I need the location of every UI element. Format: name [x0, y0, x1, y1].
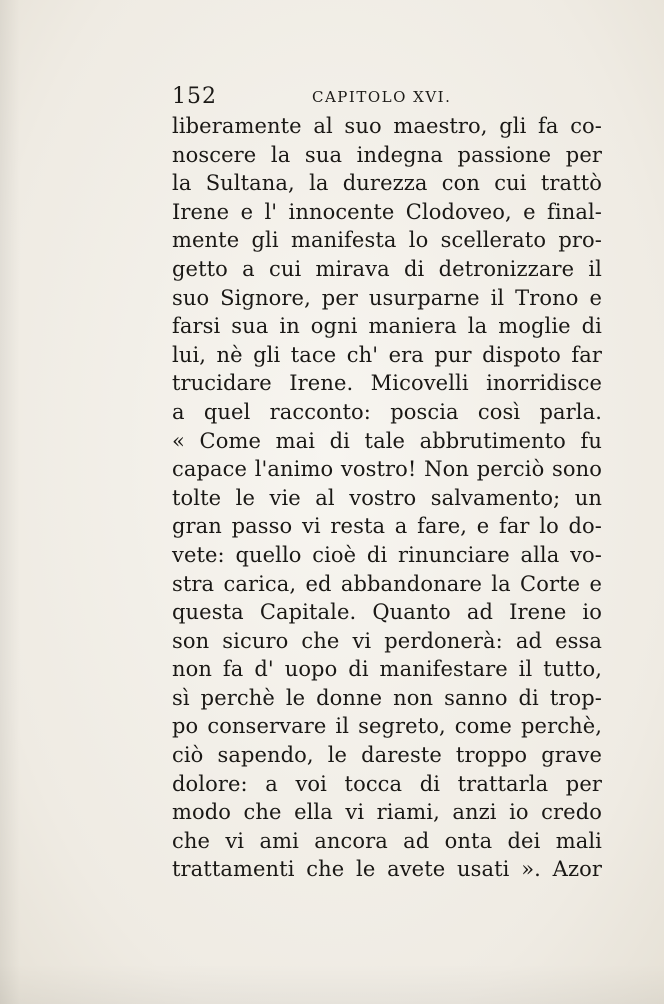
text-line: mente gli manifesta lo scellerato pro-	[172, 228, 602, 253]
spine-shadow	[0, 0, 20, 1004]
text-line: liberamente al suo maestro, gli fa co-	[172, 114, 602, 138]
text-line: che vi ami ancora ad onta dei mali	[172, 828, 602, 853]
text-line: trattamenti che le avete usati ». Azor	[172, 857, 602, 882]
text-line: Irene e l' innocente Clodoveo, e final-	[172, 199, 602, 224]
text-line: suo Signore, per usurparne il Trono e	[172, 285, 602, 310]
text-line: po conservare il segreto, come perchè,	[172, 714, 602, 739]
page-number: 152	[172, 84, 217, 109]
text-line: questa Capitale. Quanto ad Irene io	[172, 600, 602, 625]
text-line: « Come mai di tale abbrutimento fu	[172, 428, 602, 453]
text-line: lui, nè gli tace ch' era pur dispoto far	[172, 342, 602, 367]
text-line: capace l'animo vostro! Non perciò sono	[172, 457, 602, 482]
text-line: getto a cui mirava di detronizzare il	[172, 256, 602, 281]
text-line: a quel racconto: poscia così parla.	[172, 399, 602, 424]
running-title: CAPITOLO XVI.	[312, 88, 452, 106]
text-line: non fa d' uopo di manifestare il tutto,	[172, 657, 602, 682]
text-line: gran passo vi resta a fare, e far lo do-	[172, 514, 602, 539]
text-line: noscere la sua indegna passione per	[172, 142, 602, 167]
text-line: tolte le vie al vostro salvamento; un	[172, 485, 602, 510]
text-line: ciò sapendo, le dareste troppo grave	[172, 743, 602, 768]
text-line: dolore: a voi tocca di trattarla per	[172, 771, 602, 796]
text-line: modo che ella vi riami, anzi io credo	[172, 800, 602, 825]
text-line: son sicuro che vi perdonerà: ad essa	[172, 628, 602, 653]
text-line: farsi sua in ogni maniera la moglie di	[172, 314, 602, 339]
text-line: vete: quello cioè di rinunciare alla vo-	[172, 542, 602, 567]
text-line: sì perchè le donne non sanno di trop-	[172, 685, 602, 710]
text-line: trucidare Irene. Micovelli inorridisce	[172, 371, 602, 396]
text-line: la Sultana, la durezza con cui trattò	[172, 171, 602, 196]
page-header	[172, 84, 472, 112]
body-text	[172, 112, 602, 884]
page-bottom-shade	[0, 964, 664, 1004]
text-line: stra carica, ed abbandonare la Corte e	[172, 571, 602, 596]
